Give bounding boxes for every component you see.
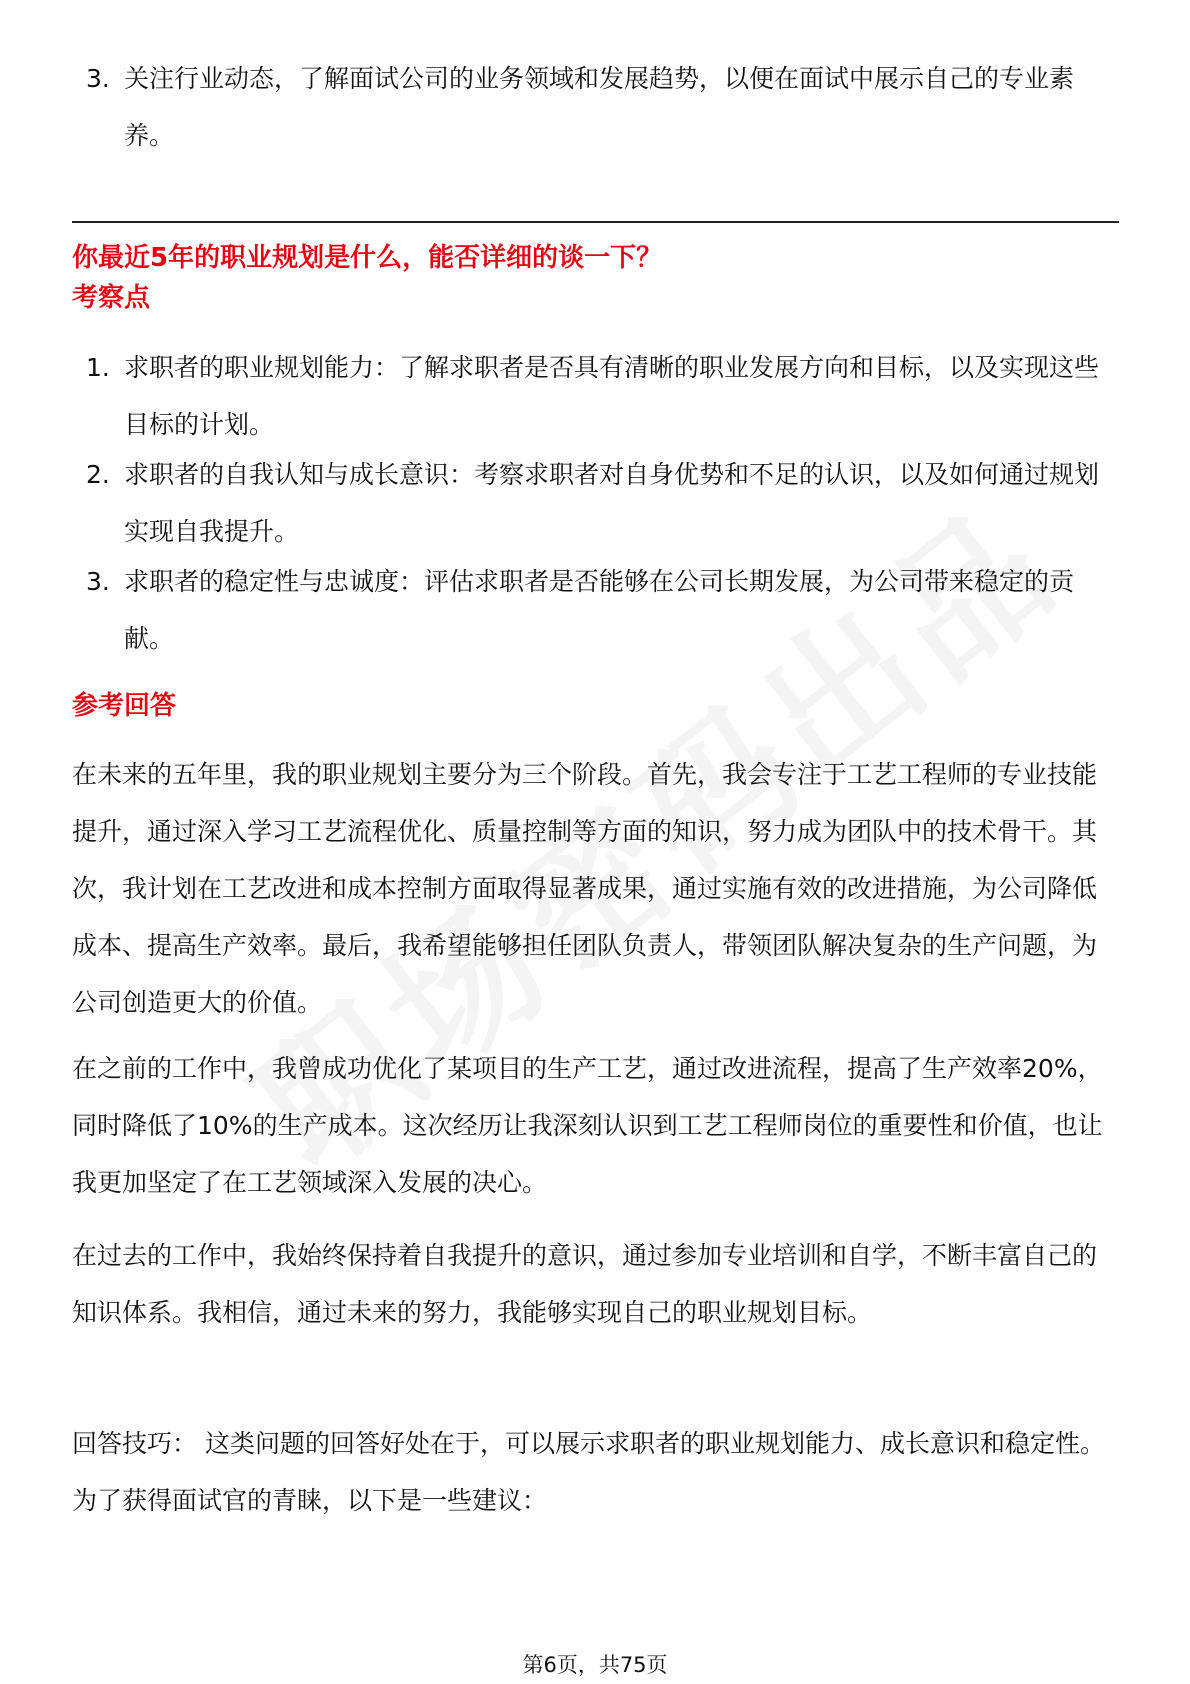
list-item-text: 求职者的稳定性与忠诚度：评估求职者是否能够在公司长期发展，为公司带来稳定的贡献。 [124,567,1075,653]
list-item-text: 求职者的职业规划能力：了解求职者是否具有清晰的职业发展方向和目标，以及实现这些目标的计划。 [124,353,1100,439]
points-heading: 考察点 [72,283,151,313]
list-item-number: 1. [86,353,110,382]
page-number-footer: 第6页，共75页 [522,1653,668,1677]
section-divider [72,221,1119,223]
list-item-number: 3. [86,64,110,93]
list-item-number: 2. [86,460,110,489]
list-item-text: 求职者的自我认知与成长意识：考察求职者对自身优势和不足的认识，以及如何通过规划实现自我提升。 [124,460,1100,546]
answer-heading: 参考回答 [72,691,177,721]
answer-paragraph: 在过去的工作中，我始终保持着自我提升的意识，通过参加专业培训和自学，不断丰富自己的知识体系。我相信，通过未来的努力，我能够实现自己的职业规划目标。 [72,1241,1098,1327]
tips-paragraph: 回答技巧： 这类问题的回答好处在于，可以展示求职者的职业规划能力、成长意识和稳定性。为了获得面试官的青睐，以下是一些建议： [72,1429,1105,1515]
question-title: 你最近5年的职业规划是什么，能否详细的谈一下？ [72,243,663,273]
answer-paragraph: 在之前的工作中，我曾成功优化了某项目的生产工艺，通过改进流程，提高了生产效率20%，同时降低了10%的生产成本。这次经历让我深刻认识到工艺工程师岗位的重要性和价值，也让我更加坚定了在工艺领域深入发展的决心。 [72,1054,1103,1197]
list-item-number: 3. [86,567,110,596]
answer-paragraph: 在未来的五年里，我的职业规划主要分为三个阶段。首先，我会专注于工艺工程师的专业技能提升，通过深入学习工艺流程优化、质量控制等方面的知识，努力成为团队中的技术骨干。其次，我计划在工艺改进和成本控制方面取得显著成果，通过实施有效的改进措施，为公司降低成本、提高生产效率。最后，我希望能够担任团队负责人，带领团队解决复杂的生产问题，为公司创造更大的价值。 [72,760,1098,1017]
list-item-text: 关注行业动态，了解面试公司的业务领域和发展趋势，以便在面试中展示自己的专业素养。 [124,64,1075,150]
